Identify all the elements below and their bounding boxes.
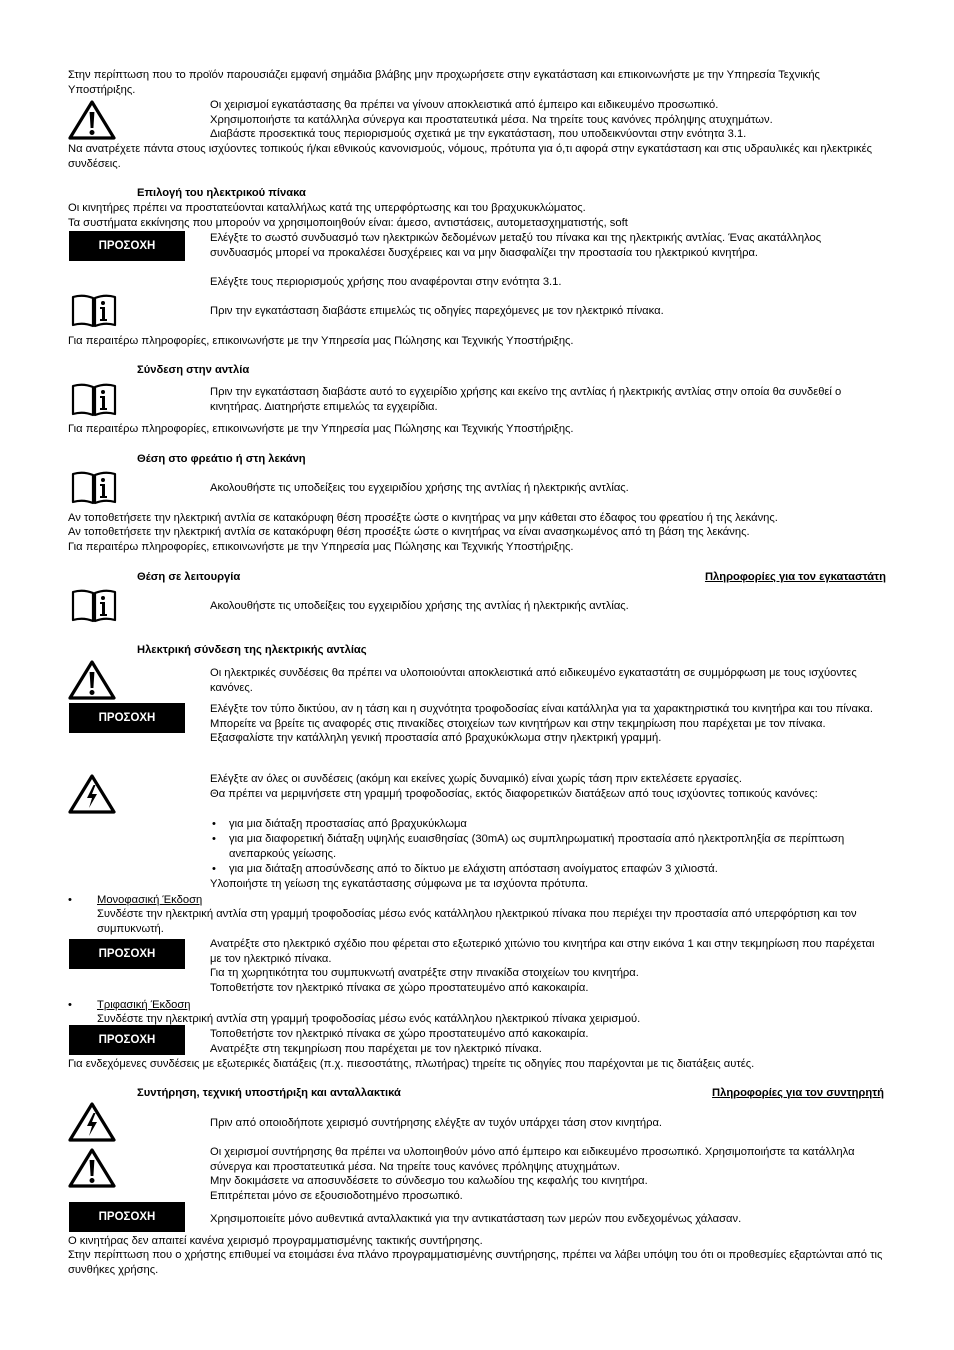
list-item-text: για μια διαφορετική διάταξη υψηλής ευαισθησίας (30mA) ως συμπληρωματική προστασία από ηλεκτροπληξία σε περίπτωση ανεπαρκούς γείωσης. bbox=[229, 833, 845, 860]
maintenance-warning-text bbox=[210, 1145, 878, 1203]
bullet-icon: • bbox=[68, 999, 72, 1011]
panel-caution-text: Ελέγξτε το σωστό συνδυασμό των ηλεκτρικών δεδομένων μεταξύ του πίνακα και της ηλεκτρικής αντλίας. Ένας ακατάλληλος συνδυασμός μπορεί να προκαλέσει δυσχέρειες και να μην διασφαλίζει την προστασία του ηλεκτρικού κινητήρα. bbox=[210, 232, 822, 259]
section-heading-maintenance: Συντήρηση, τεχνική υποστήριξη και ανταλλακτικά bbox=[137, 1087, 401, 1099]
manual-info-icon bbox=[70, 470, 118, 506]
caution-badge: ΠΡΟΣΟΧΗ bbox=[69, 1025, 185, 1055]
single-phase-caution-line: Για τη χωρητικότητα του συμπυκνωτή ανατρέξτε στην πινακίδα στοιχείων του κινητήρα. bbox=[210, 967, 639, 980]
caution-badge: ΠΡΟΣΟΧΗ bbox=[69, 939, 185, 969]
external-devices-paragraph: Για ενδεχόμενες συνδέσεις με εξωτερικές διατάξεις (π.χ. πιεσοστάτης, πλωτήρας) τηρείτε τις οδηγίες που παρέχονται με τις διατάξεις αυτές. bbox=[68, 1058, 755, 1070]
electric-caution-text: Ελέγξτε τον τύπο δικτύου, αν η τάση και η συχνότητα τροφοδοσίας είναι κατάλληλα για τα χαρακτηριστικά του κινητήρα και του πίνακα. Μπορείτε να βρείτε τις αναφορές στις πινακίδες στοιχείων των κινητήρων και στην τεκμηρίωση που παρέχεται με τον πίνακα. Εξασφαλίστε την κατάλληλη γενική προστασία από βραχυκύκλωμα στην ηλεκτρική γραμμή. bbox=[210, 703, 873, 745]
three-phase-caution-text bbox=[210, 1027, 878, 1056]
maintenance-warning-line: Επιτρέπεται μόνο σε εξουσιοδοτημένο προσωπικό. bbox=[210, 1189, 463, 1202]
intro-warning-line: Οι χειρισμοί εγκατάστασης θα πρέπει να γίνουν αποκλειστικά από έμπειρο και ειδικευμένο προσωπικό. bbox=[210, 99, 719, 111]
intro-warning-line: Διαβάστε προσεκτικά τους περιορισμούς σχετικά με την εγκατάσταση, που υποδεικνύονται στην ενότητα 3.1. bbox=[210, 128, 747, 141]
high-voltage-icon bbox=[68, 774, 116, 814]
single-phase-caution-line: Ανατρέξτε στο ηλεκτρικό σχέδιο που φέρεται στο εξωτερικό χιτώνιο του κινητήρα και στην εικόνα 1 και στην τεκμηρίωση που παρέχεται με τον ηλεκτρικό πίνακα. bbox=[210, 938, 875, 965]
bullet-icon: • bbox=[212, 863, 216, 875]
panel-caution-text: Ελέγξτε τους περιορισμούς χρήσης που αναφέρονται στην ενότητα 3.1. bbox=[210, 276, 562, 288]
operation-info-text: Ακολουθήστε τις υποδείξεις του εγχειριδίου χρήσης της αντλίας ή ηλεκτρικής αντλίας. bbox=[210, 600, 629, 612]
list-item-text: για μια διάταξη αποσύνδεσης από το δίκτυο με ελάχιστη απόσταση ανοίγματος επαφών 3 χιλιοστά. bbox=[229, 863, 718, 875]
caution-badge: ΠΡΟΣΟΧΗ bbox=[69, 703, 185, 733]
section-heading-panel: Επιλογή του ηλεκτρικού πίνακα bbox=[137, 187, 306, 199]
caution-badge: ΠΡΟΣΟΧΗ bbox=[69, 1202, 185, 1232]
bullet-icon: • bbox=[212, 833, 216, 845]
pump-info-text: Πριν την εγκατάσταση διαβάστε αυτό το εγχειρίδιο χρήσης και εκείνο της αντλίας ή ηλεκτρικής αντλίας στην οποία θα συνδεθεί ο κινητήρας. Διατηρήστε επιμελώς τα εγχειρίδια. bbox=[210, 386, 842, 413]
single-phase-title: Μονοφασική Έκδοση bbox=[97, 894, 203, 906]
maintainer-info-label: Πληροφορίες για τον συντηρητή bbox=[712, 1087, 884, 1099]
maintenance-warning-line: Οι χειρισμοί συντήρησης θα πρέπει να υλοποιηθούν μόνο από έμπειρο και ειδικευμένο προσωπικό. Χρησιμοποιήστε τα κατάλληλα σύνεργα και προστατευτικά μέσα. Να τηρείτε τους κανόνες πρόληψης ατυχημάτων. bbox=[210, 1146, 855, 1173]
maintenance-warning-line: Μην δοκιμάσετε να αποσυνδέσετε το σύνδεσμο του καλωδίου της κεφαλής του κινητήρα. bbox=[210, 1175, 648, 1188]
electric-voltage-text: Ελέγξτε αν όλες οι συνδέσεις (ακόμη και εκείνες χωρίς δυναμικό) είναι χωρίς τάση πριν εκτελέσετε εργασίες. bbox=[210, 773, 743, 785]
bullet-icon: • bbox=[68, 894, 72, 906]
warning-triangle-icon bbox=[68, 100, 116, 140]
panel-info-text: Πριν την εγκατάσταση διαβάστε επιμελώς τις οδηγίες παρεχόμενες με τον ηλεκτρικό πίνακα. bbox=[210, 305, 664, 317]
maintenance-paragraph: Στην περίπτωση που ο χρήστης επιθυμεί να ετοιμάσει ένα πλάνο προγραμματισμένης συντήρησης, πρέπει να λάβει υπόψη του ότι οι προθεσμίες εξαρτώνται από τις συνθήκες χρήσης. bbox=[68, 1249, 883, 1276]
maintenance-paragraph: Ο κινητήρας δεν απαιτεί κανένα χειρισμό προγραμματισμένης τακτικής συντήρησης. bbox=[68, 1235, 483, 1247]
section-heading-operation: Θέση σε λειτουργία bbox=[137, 571, 241, 583]
electric-warning-text: Οι ηλεκτρικές συνδέσεις θα πρέπει να υλοποιούνται αποκλειστικά από ειδικευμένο εγκαταστάτη σε συμμόρφωση με τους ισχύοντες κανόνες. bbox=[210, 667, 857, 694]
maintenance-caution-text: Χρησιμοποιείτε μόνο αυθεντικά ανταλλακτικά για την αντικατάσταση των μερών που ενδεχομένως χάλασαν. bbox=[210, 1213, 742, 1225]
three-phase-caution-line: Τοποθετήστε τον ηλεκτρικό πίνακα σε χώρο προστατευμένο από κακοκαιρία. bbox=[210, 1028, 589, 1040]
well-paragraph: Αν τοποθετήσετε την ηλεκτρική αντλία σε κατακόρυφη θέση προσέξτε ώστε ο κινητήρας να είναι ανασηκωμένος από τη βάση της λεκάνης. bbox=[68, 526, 750, 538]
installer-info-label: Πληροφορίες για τον εγκαταστάτη bbox=[704, 571, 886, 583]
maintenance-voltage-text: Πριν από οποιοδήποτε χειρισμό συντήρησης ελέγξτε αν τυχόν υπάρχει τάση στον κινητήρα. bbox=[210, 1117, 663, 1129]
intro-paragraph: Στην περίπτωση που το προϊόν παρουσιάζει εμφανή σημάδια βλάβης μην προχωρήσετε στην εγκατάσταση και επικοινωνήστε με την Υπηρεσία Τεχνικής Υποστήριξης. bbox=[68, 69, 820, 96]
contact-paragraph: Για περαιτέρω πληροφορίες, επικοινωνήστε με την Υπηρεσία μας Πώλησης και Τεχνικής Υποστήριξης. bbox=[68, 335, 574, 347]
single-phase-caution-line: Τοποθετήστε τον ηλεκτρικό πίνακα σε χώρο προστατευμένο από κακοκαιρία. bbox=[210, 981, 589, 994]
list-item-text: για μια διάταξη προστασίας από βραχυκύκλωμα bbox=[229, 818, 467, 830]
well-paragraph: Αν τοποθετήσετε την ηλεκτρική αντλία σε κατακόρυφη θέση προσέξτε ώστε ο κινητήρας να μην κάθεται στο έδαφος του φρεατίου ή της λεκάνης. bbox=[68, 512, 778, 524]
single-phase-text: Συνδέστε την ηλεκτρική αντλία στη γραμμή τροφοδοσίας μέσω ενός κατάλληλου ηλεκτρικού πίνακα που περιέχει την προστασία από υπερφόρτιση και τον συμπυκνωτή. bbox=[97, 908, 857, 935]
section-heading-well: Θέση στο φρεάτιο ή στη λεκάνη bbox=[137, 453, 306, 465]
electric-voltage-text: Θα πρέπει να μεριμνήσετε στη γραμμή τροφοδοσίας, εκτός διαφορετικών διατάξεων από τους ισχύοντες τοπικούς κανόνες: bbox=[210, 788, 818, 800]
panel-paragraph: Τα συστήματα εκκίνησης που μπορούν να χρησιμοποιηθούν είναι: άμεσο, αντιστάσεις, αυτομετασχηματιστής, soft bbox=[68, 217, 628, 229]
three-phase-caution-line: Ανατρέξτε στη τεκμηρίωση που παρέχεται με τον ηλεκτρικό πίνακα. bbox=[210, 1042, 542, 1055]
manual-info-icon bbox=[70, 293, 118, 329]
warning-triangle-icon bbox=[68, 660, 116, 700]
section-heading-pump: Σύνδεση στην αντλία bbox=[137, 364, 250, 376]
high-voltage-icon bbox=[68, 1102, 116, 1142]
contact-paragraph: Για περαιτέρω πληροφορίες, επικοινωνήστε με την Υπηρεσία μας Πώλησης και Τεχνικής Υποστήριξης. bbox=[68, 541, 574, 553]
manual-info-icon bbox=[70, 382, 118, 418]
single-phase-caution-text bbox=[210, 937, 878, 995]
contact-paragraph: Για περαιτέρω πληροφορίες, επικοινωνήστε με την Υπηρεσία μας Πώλησης και Τεχνικής Υποστήριξης. bbox=[68, 423, 574, 435]
intro-warning-text bbox=[210, 98, 878, 142]
panel-paragraph: Οι κινητήρες πρέπει να προστατεύονται καταλλήλως κατά της υπερφόρτωσης και του βραχυκυκλώματος. bbox=[68, 202, 586, 214]
intro-regulations-paragraph: Να ανατρέχετε πάντα στους ισχύοντες τοπικούς ή/και εθνικούς κανονισμούς, νόμους, πρότυπα για ό,τι αφορά στην εγκατάσταση και στις υδραυλικές και ηλεκτρικές συνδέσεις. bbox=[68, 143, 872, 170]
bullet-icon: • bbox=[212, 818, 216, 830]
well-info-text: Ακολουθήστε τις υποδείξεις του εγχειριδίου χρήσης της αντλίας ή ηλεκτρικής αντλίας. bbox=[210, 482, 629, 494]
three-phase-text: Συνδέστε την ηλεκτρική αντλία στη γραμμή τροφοδοσίας μέσω ενός κατάλληλου ηλεκτρικού πίνακα χειρισμού. bbox=[97, 1013, 641, 1025]
intro-warning-line: Χρησιμοποιήστε τα κατάλληλα σύνεργα και προστατευτικά μέσα. Να τηρείτε τους κανόνες πρόληψης ατυχημάτων. bbox=[210, 113, 773, 126]
caution-badge: ΠΡΟΣΟΧΗ bbox=[69, 231, 185, 261]
warning-triangle-icon bbox=[68, 1148, 116, 1188]
three-phase-title: Τριφασική Έκδοση bbox=[97, 999, 191, 1011]
manual-info-icon bbox=[70, 588, 118, 624]
electric-grounding-text: Υλοποιήστε τη γείωση της εγκατάστασης σύμφωνα με τα ισχύοντα πρότυπα. bbox=[210, 878, 589, 890]
section-heading-electric: Ηλεκτρική σύνδεση της ηλεκτρικής αντλίας bbox=[137, 644, 367, 656]
